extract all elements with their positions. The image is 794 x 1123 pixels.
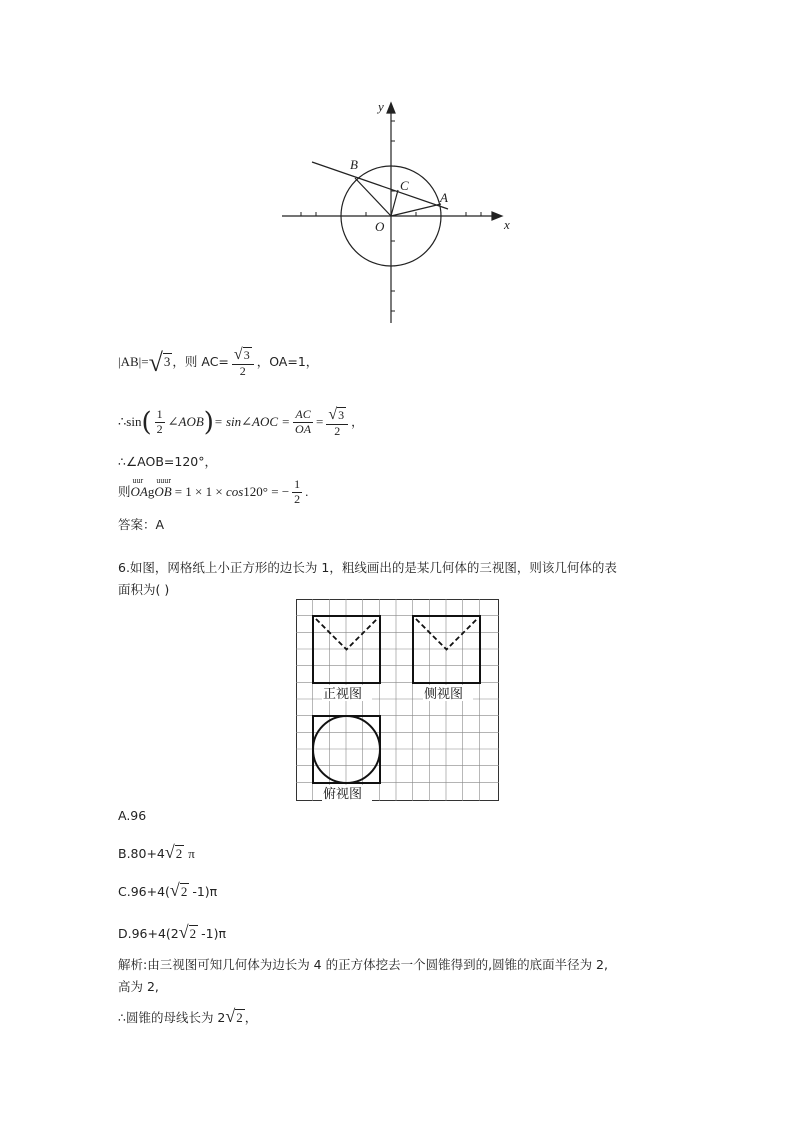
three-view-figure [296, 599, 500, 802]
line-sin-relation: ∴sin( $\frac{1}{2}$ ∠AOB)= sin∠AOC = $\frac{AC}{OA}$ = $\frac{√3}{2}$ ， [118, 405, 364, 439]
question-6-line1: 6.如图，网格纸上小正方形的边长为 1，粗线画出的是某几何体的三视图，则该几何体的表 [118, 560, 617, 575]
label-y: y [378, 99, 384, 114]
label-c: C [400, 178, 409, 193]
question-6-line2: 面积为( ) [118, 582, 170, 597]
label-x: x [504, 217, 510, 232]
solution-line3: ∴圆锥的母线长为 2√2 ， [118, 1006, 258, 1026]
top-view-label: 俯视图 [323, 787, 363, 802]
x-axis-arrow [492, 212, 502, 220]
front-view-label: 正视图 [323, 687, 363, 702]
label-a: A [440, 190, 448, 205]
segment-oc [391, 190, 398, 216]
line-ab-length: |AB|=√3 ，则 AC= $\frac{√3}{2}$ ，OA=1， [118, 345, 319, 379]
line-dot-product: 则 uur OAg uuur OB = 1 × 1 × cos120° = − $\frac{1}{2}$ . [118, 476, 309, 506]
option-a: A.96 [118, 808, 147, 823]
label-b: B [350, 157, 358, 172]
side-view-label: 侧视图 [424, 687, 464, 702]
label-o: O [375, 219, 385, 234]
solution-line1: 解析:由三视图可知几何体为边长为 4 的正方体挖去一个圆锥得到的,圆锥的底面半径为 2, [118, 957, 608, 972]
line-angle-result: ∴∠AOB=120°， [118, 454, 217, 469]
solution-line2: 高为 2, [118, 979, 159, 994]
option-c: C.96+4(√2 -1)π [118, 880, 218, 900]
line-ab [312, 162, 448, 209]
option-d: D.96+4(2√2 -1)π [118, 922, 227, 942]
coordinate-figure [270, 95, 520, 330]
answer-line: 答案：A [118, 517, 165, 532]
option-b: B.80+4√2 π [118, 842, 195, 862]
y-axis-arrow [387, 103, 395, 113]
